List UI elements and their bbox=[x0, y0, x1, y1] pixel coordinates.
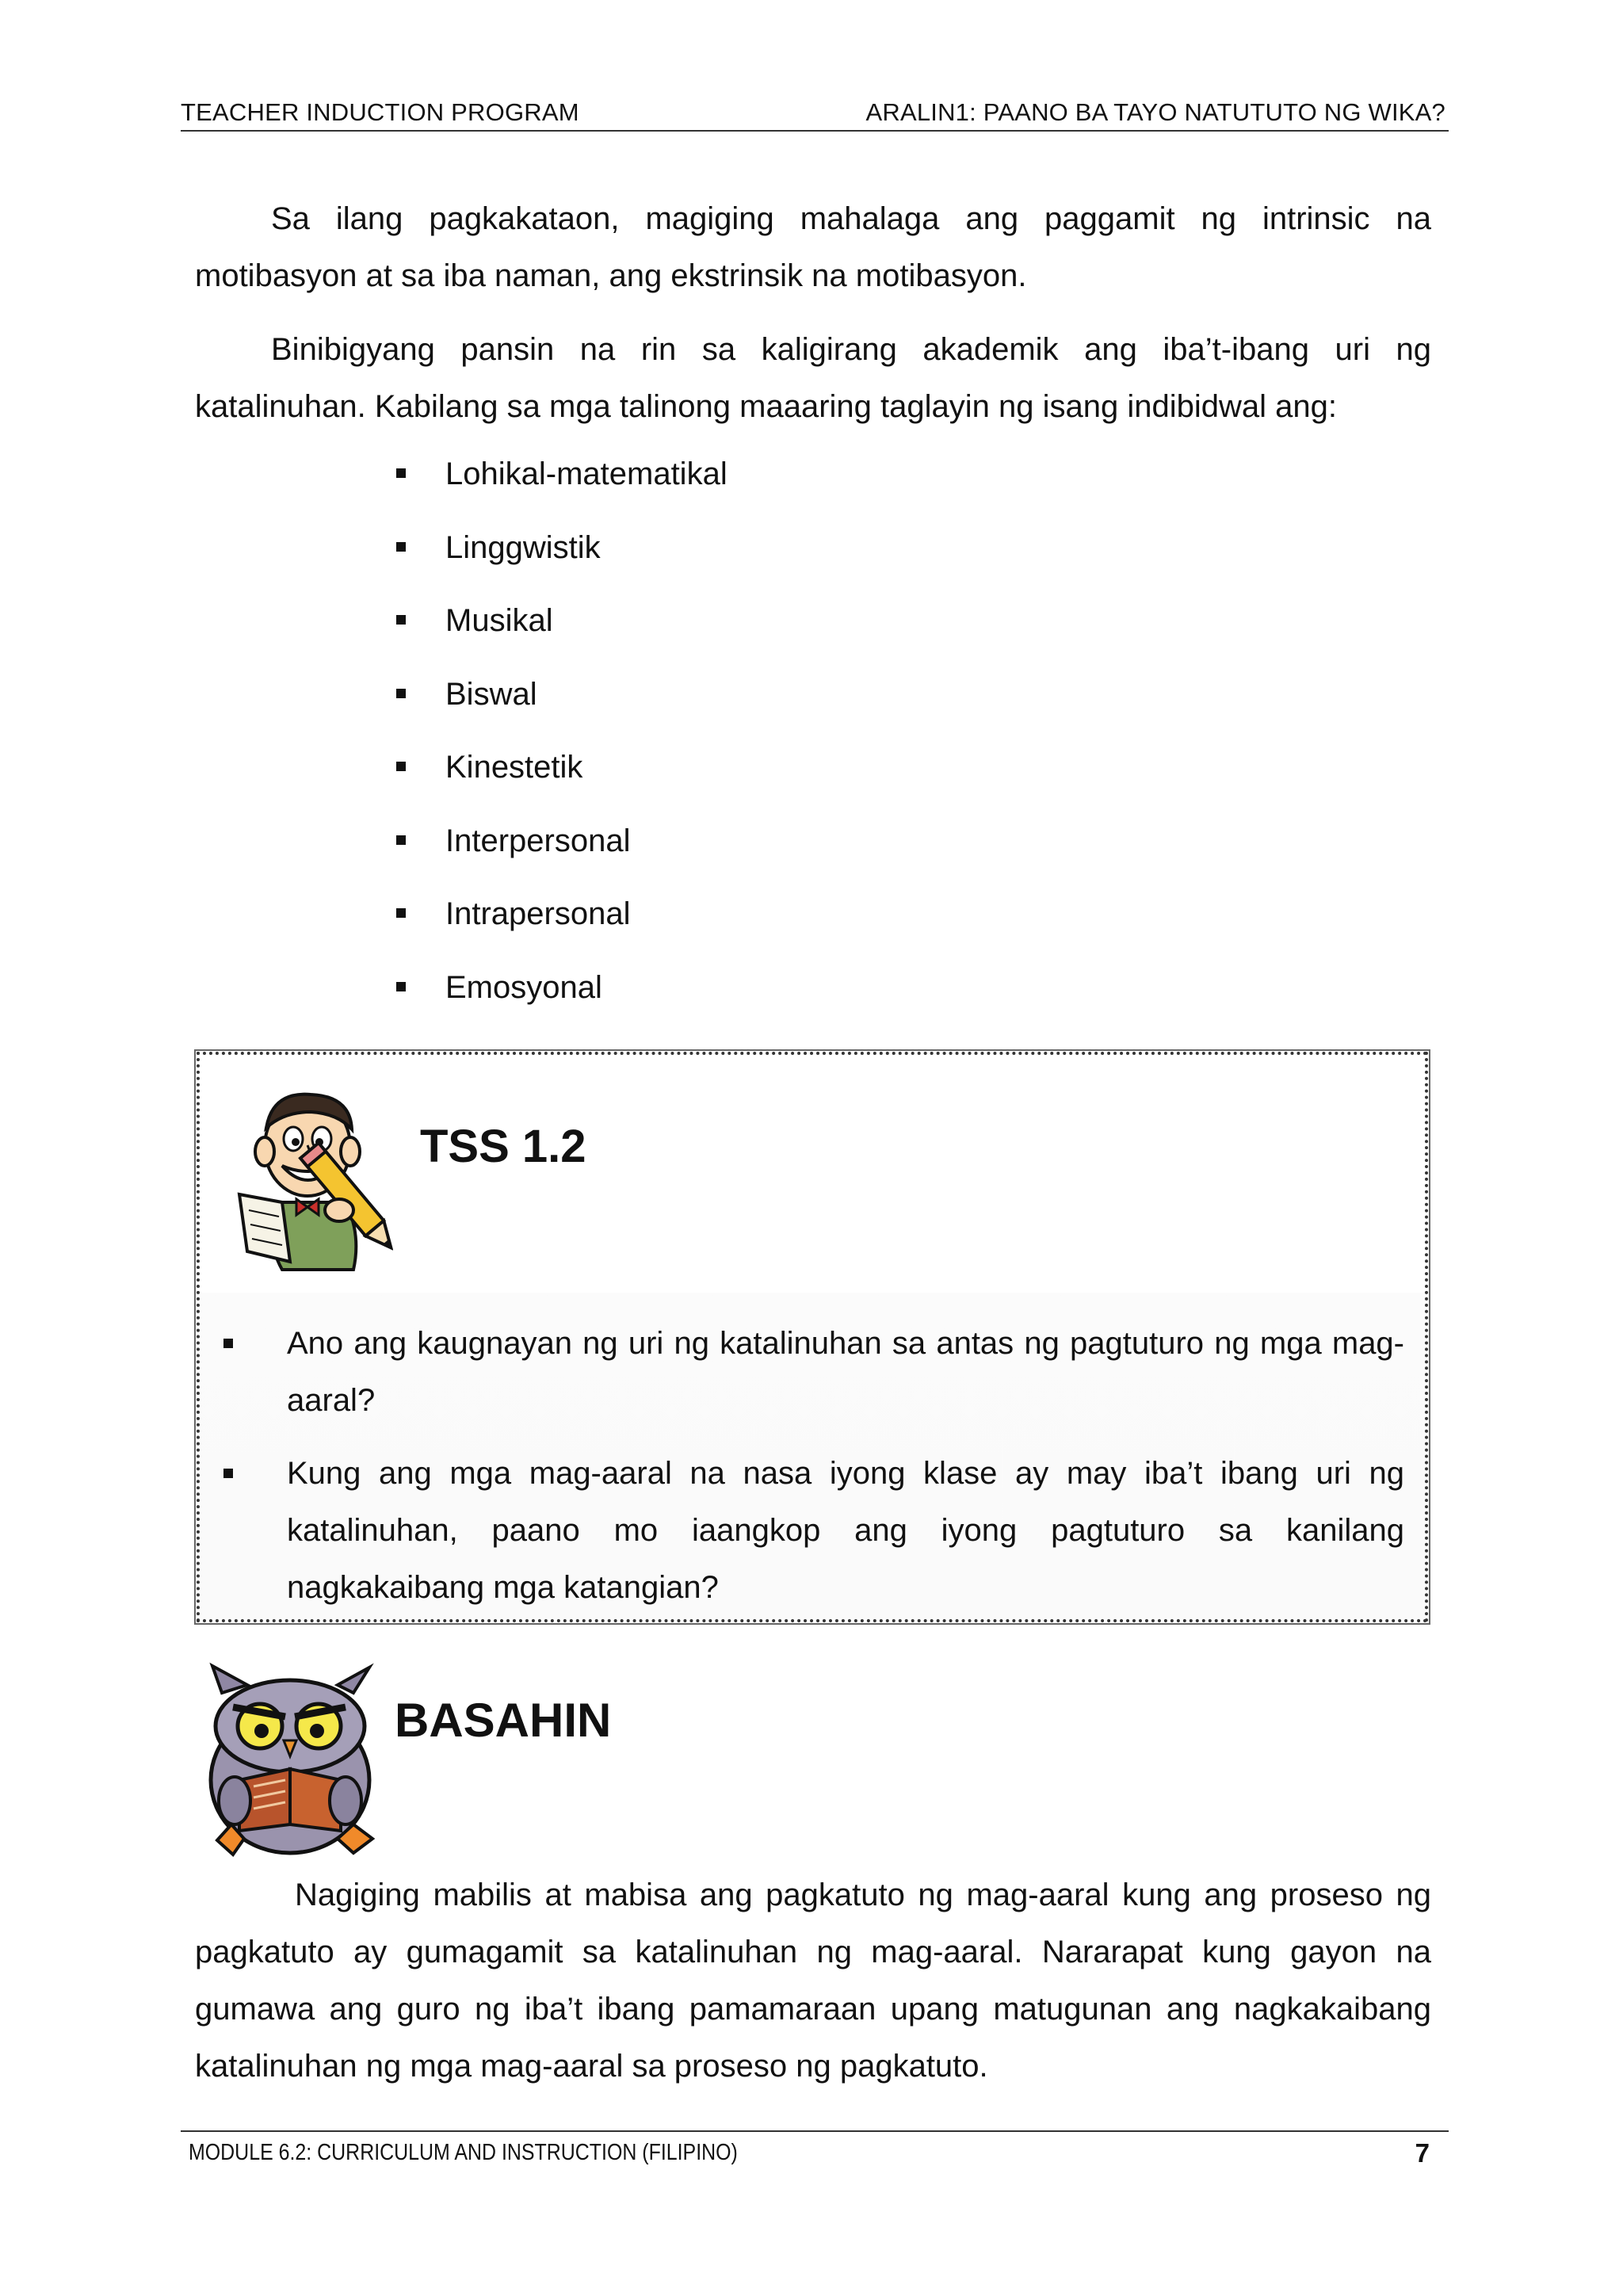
square-bullet-icon bbox=[396, 835, 406, 845]
list-item bbox=[396, 812, 727, 886]
list-item bbox=[396, 445, 727, 519]
square-bullet-icon bbox=[396, 615, 406, 625]
paragraph-basahin-text: Nagiging mabilis at mabisa ang pagkatuto ng mag-aaral kung ang proseso ng pagkatuto ay gumagamit sa katalinuhan ng mag-aaral. Nararapat kung gayon na gumawa ang guro ng iba’t ibang pamamaraan upang matugunan ang nagkakaibang katalinuhan ng mga mag-aaral sa proseso ng pagkatuto. bbox=[195, 1878, 1431, 2084]
list-item-label: Kinestetik bbox=[445, 750, 583, 785]
list-item bbox=[396, 885, 727, 959]
list-item bbox=[396, 592, 727, 666]
square-bullet-icon bbox=[396, 542, 406, 552]
list-item bbox=[396, 959, 727, 1033]
list-item-label: Biswal bbox=[445, 676, 537, 712]
square-bullet-icon bbox=[396, 982, 406, 991]
list-item-label: Intrapersonal bbox=[445, 896, 631, 931]
teacher-with-pencil-icon bbox=[235, 1083, 393, 1274]
list-item bbox=[396, 519, 727, 593]
list-item bbox=[396, 739, 727, 812]
square-bullet-icon bbox=[223, 1469, 233, 1478]
header-lesson-title: ARALIN1: PAANO BA TAYO NATUTUTO NG WIKA? bbox=[865, 98, 1445, 126]
footer-module-title: MODULE 6.2: CURRICULUM AND INSTRUCTION (FILIPINO) bbox=[189, 2140, 738, 2165]
page-footer bbox=[181, 2130, 1449, 2172]
question-text: Kung ang mga mag-aaral na nasa iyong klase ay may iba’t ibang uri ng katalinuhan, paano mo iaangkop ang iyong pagtuturo sa kanilang nagkakaibang mga katangian? bbox=[287, 1456, 1404, 1605]
owl-reading-icon bbox=[198, 1661, 388, 1859]
list-item bbox=[223, 1445, 1404, 1616]
paragraph-intelligence-types-text: Binibigyang pansin na rin sa kaligirang akademik ang iba’t-ibang uri ng katalinuhan. Kabilang sa mga talinong maaaring taglayin ng isang indibidwal ang: bbox=[195, 332, 1431, 424]
list-item bbox=[223, 1315, 1404, 1429]
square-bullet-icon bbox=[396, 468, 406, 478]
header-program-title: TEACHER INDUCTION PROGRAM bbox=[181, 98, 579, 126]
list-item bbox=[396, 666, 727, 739]
tss-question-list bbox=[223, 1315, 1404, 1632]
tss-activity-box bbox=[197, 1052, 1428, 1622]
page-number: 7 bbox=[1415, 2138, 1430, 2168]
list-item-label: Interpersonal bbox=[445, 823, 631, 858]
square-bullet-icon bbox=[223, 1339, 233, 1348]
square-bullet-icon bbox=[396, 762, 406, 771]
basahin-title: BASAHIN bbox=[395, 1694, 612, 1747]
page-header bbox=[181, 94, 1449, 132]
square-bullet-icon bbox=[396, 689, 406, 698]
square-bullet-icon bbox=[396, 908, 406, 918]
list-item-label: Musikal bbox=[445, 603, 553, 638]
paragraph-motivation bbox=[195, 190, 1431, 304]
paragraph-basahin bbox=[195, 1866, 1431, 2095]
list-item-label: Linggwistik bbox=[445, 529, 601, 565]
paragraph-intelligence-types bbox=[195, 321, 1431, 435]
list-item-label: Lohikal-matematikal bbox=[445, 457, 727, 491]
intelligence-list bbox=[396, 445, 727, 1032]
paragraph-motivation-text: Sa ilang pagkakataon, magiging mahalaga ang paggamit ng intrinsic na motibasyon at sa iba naman, ang ekstrinsik na motibasyon. bbox=[195, 201, 1431, 293]
question-text: Ano ang kaugnayan ng uri ng katalinuhan sa antas ng pagtuturo ng mga mag-aaral? bbox=[287, 1326, 1404, 1418]
list-item-label: Emosyonal bbox=[445, 969, 602, 1005]
tss-title: TSS 1.2 bbox=[420, 1121, 586, 1172]
